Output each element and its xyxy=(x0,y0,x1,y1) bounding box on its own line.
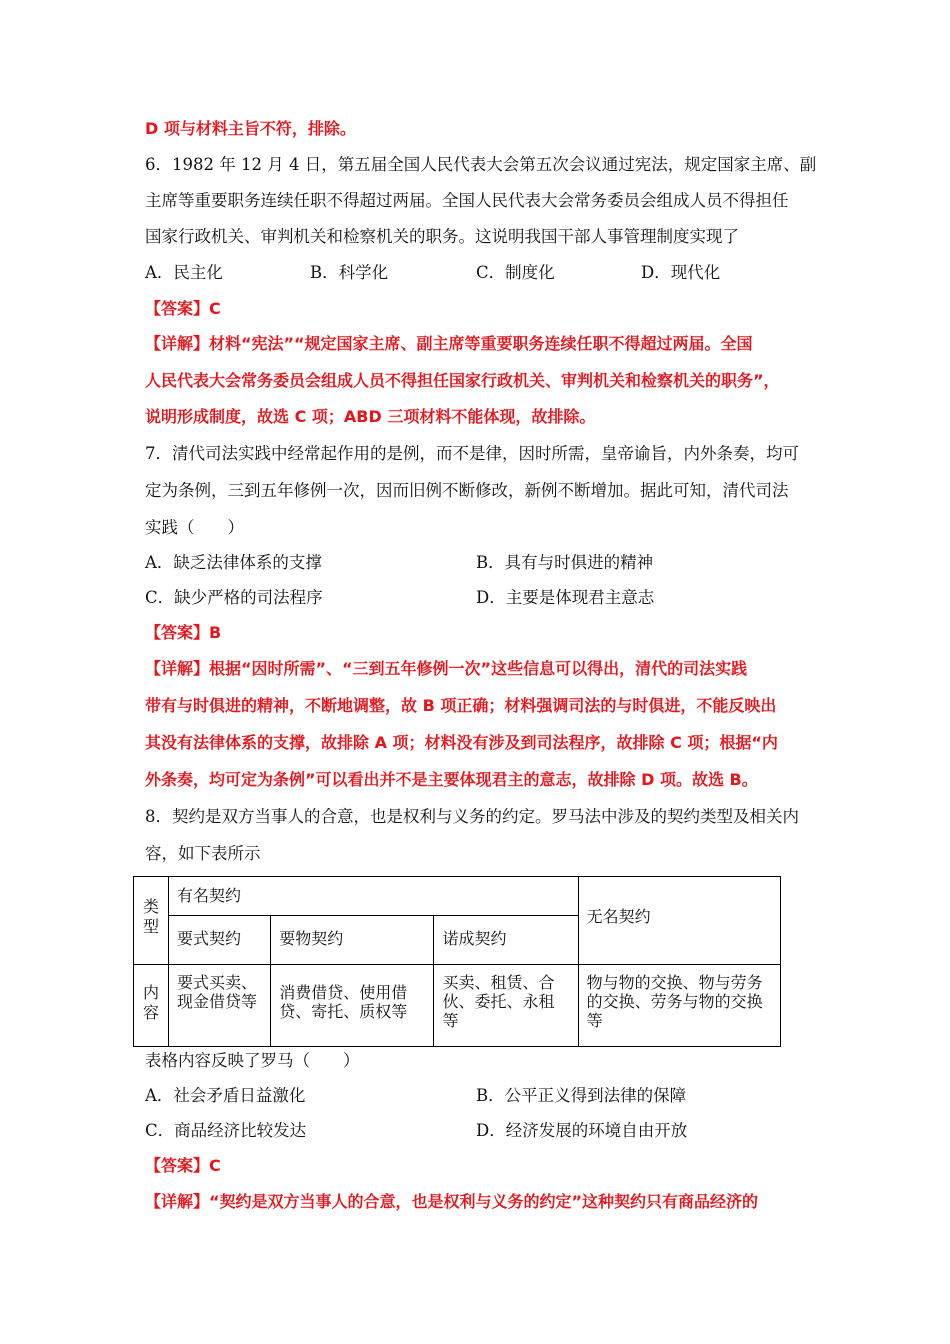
q7-stem-1: 7．清代司法实践中经常起作用的是例，而不是律，因时所需，皇帝谕旨，内外条奏，均可 xyxy=(145,444,799,463)
q7-explain-4: 外条奏，均可定为条例”可以看出并不是主要体现君主的意志，故排除 D 项。故选 B。 xyxy=(145,770,758,789)
q6-stem-1: 6．1982 年 12 月 4 日，第五届全国人民代表大会第五次会议通过宪法，规定国家主席、副 xyxy=(145,155,817,174)
q8-answer: 【答案】C xyxy=(145,1156,221,1175)
content-label: 内容 xyxy=(143,982,160,1022)
q8-option-a: A．社会矛盾日益激化 xyxy=(145,1086,306,1105)
formal-contract-header: 要式契约 xyxy=(169,916,271,964)
q6-explain-3: 说明形成制度，故选 C 项；ABD 三项材料不能体现，故排除。 xyxy=(145,407,596,426)
q7-stem-2: 定为条例，三到五年修例一次，因而旧例不断修改，新例不断增加。据此可知，清代司法 xyxy=(145,481,789,500)
consensual-contract-content: 买卖、租赁、合伙、委托、永租等 xyxy=(434,964,578,1047)
real-contract-content: 消费借贷、使用借贷、寄托、质权等 xyxy=(271,964,434,1047)
q6-option-d: D．现代化 xyxy=(641,263,721,282)
formal-contract-content: 要式买卖、现金借贷等 xyxy=(169,964,271,1047)
q7-option-d: D．主要是体现君主意志 xyxy=(476,588,655,607)
q6-stem-3: 国家行政机关、审判机关和检察机关的职务。这说明我国干部人事管理制度实现了 xyxy=(145,227,739,246)
real-contract-header: 要物契约 xyxy=(271,916,434,964)
consensual-contract-header: 诺成契约 xyxy=(434,916,578,964)
q6-answer: 【答案】C xyxy=(145,299,221,318)
named-contract-label: 有名契约 xyxy=(177,886,242,905)
q8-option-d: D．经济发展的环境自由开放 xyxy=(476,1121,688,1140)
q8-option-b: B．公平正义得到法律的保障 xyxy=(476,1086,687,1105)
q6-option-c: C．制度化 xyxy=(476,263,555,282)
unnamed-contract-content: 物与物的交换、物与劳务的交换、劳务与物的交换等 xyxy=(578,964,780,1047)
q7-stem-3: 实践（ ） xyxy=(145,518,244,537)
content-label-cell xyxy=(134,964,169,1047)
q7-option-c: C．缺少严格的司法程序 xyxy=(145,588,323,607)
q7-option-a: A．缺乏法律体系的支撑 xyxy=(145,553,322,572)
q8-explain-1: 【详解】“契约是双方当事人的合意，也是权利与义务的约定”这种契约只有商品经济的 xyxy=(145,1192,759,1211)
q6-option-b: B．科学化 xyxy=(310,263,389,282)
q8-stem-3: 表格内容反映了罗马（ ） xyxy=(145,1051,360,1070)
q8-stem-1: 8．契约是双方当事人的合意，也是权利与义务的约定。罗马法中涉及的契约类型及相关内 xyxy=(145,807,799,826)
q8-option-c: C．商品经济比较发达 xyxy=(145,1121,307,1140)
q7-explain-3: 其没有法律体系的支撑，故排除 A 项；材料没有涉及到司法程序，故排除 C 项；根据“内 xyxy=(145,733,778,752)
q7-option-b: B．具有与时俱进的精神 xyxy=(476,553,654,572)
type-label: 类型 xyxy=(143,897,160,936)
contract-table xyxy=(133,876,781,1047)
q6-explain-2: 人民代表大会常务委员会组成人员不得担任国家行政机关、审判机关和检察机关的职务”， xyxy=(145,371,780,390)
line-d-exclude: D 项与材料主旨不符，排除。 xyxy=(145,119,356,138)
q6-option-a: A．民主化 xyxy=(145,263,223,282)
q6-stem-2: 主席等重要职务连续任职不得超过两届。全国人民代表大会常务委员会组成人员不得担任 xyxy=(145,191,789,210)
named-contract-header xyxy=(169,877,579,916)
unnamed-contract-header xyxy=(578,877,780,965)
q7-explain-2: 带有与时俱进的精神，不断地调整，故 B 项正确；材料强调司法的与时俱进，不能反映出 xyxy=(145,696,777,715)
q7-answer: 【答案】B xyxy=(145,623,222,642)
q6-explain-1: 【详解】材料“宪法”“规定国家主席、副主席等重要职务连续任职不得超过两届。全国 xyxy=(145,334,753,353)
type-label-cell xyxy=(134,877,169,965)
unnamed-contract-label: 无名契约 xyxy=(586,907,651,926)
q8-stem-2: 容，如下表所示 xyxy=(145,844,261,863)
q7-explain-1: 【详解】根据“因时所需”、“三到五年修例一次”这些信息可以得出，清代的司法实践 xyxy=(145,659,748,678)
